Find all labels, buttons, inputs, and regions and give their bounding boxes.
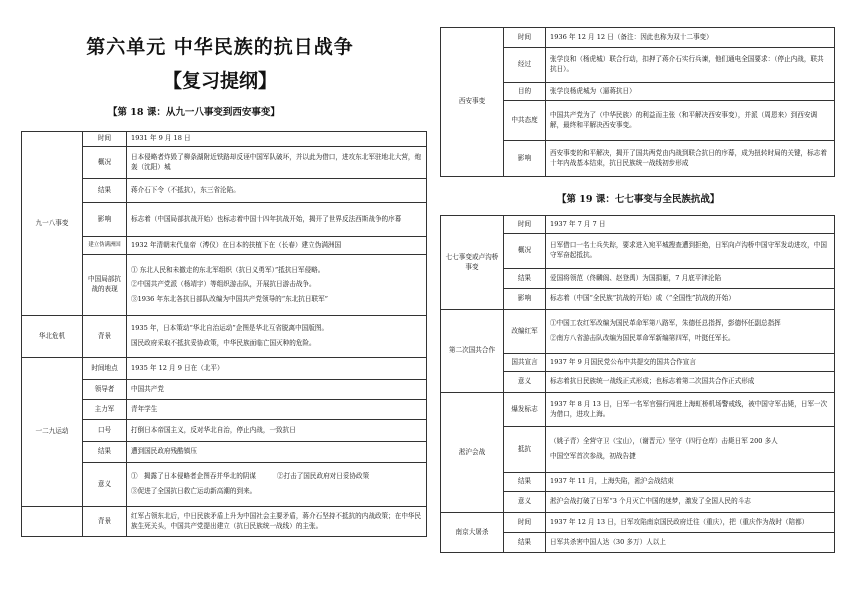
row-value [546, 427, 835, 473]
group-label: 南京大屠杀 [441, 513, 504, 553]
lesson18-heading: 【第 18 课：从九一八事变到西安事变】 [108, 107, 280, 118]
row-label: 时间 [83, 132, 127, 147]
row-label: 时间 [504, 28, 546, 48]
row-label: 国共宣言 [504, 354, 546, 372]
table-row [22, 179, 427, 203]
table-row [441, 513, 835, 533]
row-value: 1937 年 8 月 13 日，日军一名军官强行闯进上海虹桥机场警戒线，被中国守军击毙，日军一次为借口，进攻上海。 [546, 393, 835, 427]
row-label: 中国局部抗战的表现 [83, 255, 127, 316]
table-row [22, 420, 427, 442]
row-label: 影响 [83, 203, 127, 237]
group-label: 七七事变或卢沟桥事变 [441, 216, 504, 310]
table-row [22, 380, 427, 400]
row-label: 建立伪满洲国 [83, 237, 127, 255]
row-label: 结果 [83, 442, 127, 463]
row-value: 张学良杨虎城为（逼蒋抗日） [546, 83, 835, 101]
list-item: ①中国工农红军改编为国民革命军第八路军，朱德任总指挥，彭德怀任副总指挥 [550, 319, 781, 328]
row-value: 中国共产党 [127, 380, 427, 400]
row-label: 抵抗 [504, 427, 546, 473]
row-value: 1937 年 12 月 13 日，日军攻陷南京国民政府迁往（重庆），把（重庆作为战时（陪都） [546, 513, 835, 533]
table-row [22, 463, 427, 507]
list-item: ③1936 年东北各抗日部队改编为中国共产党领导的“东北抗日联军” [131, 294, 329, 303]
row-label: 背景 [83, 507, 127, 537]
row-label: 目的 [504, 83, 546, 101]
table-row [22, 132, 427, 147]
list-item: 1935 年，日本策动“华北自治运动”企图是华北互省脱离中国版图。 [131, 324, 329, 333]
row-value: 淞沪会战打破了日军“3 个月灭亡中国的迷梦，激发了全国人民的斗志 [546, 492, 835, 513]
table-row [22, 203, 427, 237]
table-row [441, 216, 835, 234]
row-label: 结果 [504, 533, 546, 553]
lesson19-heading: 【第 19 课：七七事变与全民族抗战】 [557, 194, 720, 205]
row-value [127, 255, 427, 316]
table-row [22, 255, 427, 316]
row-value: 爱国将领范（佟麟阁、赵登禹）为国捐躯，7 月底平津沦陷 [546, 269, 835, 289]
table-row [22, 442, 427, 463]
row-value: 蒋介石下令（不抵抗），东三省沦陷。 [127, 179, 427, 203]
list-item: ① 东北人民和未撤走的东北军组织（抗日义勇军）”抵抗日军侵略。 [131, 265, 325, 274]
list-item: ③促进了全国抗日救亡运动新高潮的到来。 [131, 487, 257, 495]
row-value: 1932 年清朝末代皇帝（溥仪）在日本的扶植下在（长春）建立伪满洲国 [127, 237, 427, 255]
row-value: 1937 年 9 月国民党公布中共提交的国共合作宣言 [546, 354, 835, 372]
row-label: 影响 [504, 289, 546, 310]
list-item: ②南方八省游击队改编为国民革命军新编第四军，叶挺任军长。 [550, 334, 735, 342]
row-value: 1937 年 7 月 7 日 [546, 216, 835, 234]
row-value: 1936 年 12 月 12 日（备注：因此也称为双十二事变） [546, 28, 835, 48]
group-label: 淞沪会战 [441, 393, 504, 513]
row-value: 张学良和（杨虎城）联合行动，扣押了蒋介石实行兵谏，他们通电全国要求：（停止内战，联共抗日）。 [546, 48, 835, 83]
row-value: 打倒日本帝国主义，反对华北自治，停止内战，一致抗日 [127, 420, 427, 442]
row-label: 改编红军 [504, 310, 546, 354]
lesson19-table [440, 215, 835, 553]
row-label: 口号 [83, 420, 127, 442]
row-label: 背景 [83, 316, 127, 358]
list-item: ②中国共产党派（杨靖宇）等组织游击队，开展抗日游击战争。 [131, 280, 316, 289]
lesson18-table [21, 131, 427, 537]
table-row [22, 358, 427, 380]
group-label: 一二九运动 [22, 358, 83, 507]
row-value: 标志着（中国局部抗战开始）也标志着中国十四年抗战开始，揭开了世界反法西斯战争的序幕 [127, 203, 427, 237]
row-label: 中共态度 [504, 101, 546, 141]
row-value: 红军占领东北后，中日民族矛盾上升为中国社会主要矛盾，蒋介石坚持不抵抗的内战政策；在中华民族生死关头，中国共产党提出建立（抗日民族统一战线）的主张。 [127, 507, 427, 537]
row-label: 意义 [504, 492, 546, 513]
list-item: 国民政府采取不抵抗妥协政策，中华民族面临亡国灭种的危险。 [131, 339, 316, 347]
row-value: 中国共产党为了（中华民族）的利益而主张（和平解决西安事变），并派（周恩来）到西安调解，最终和平解决西安事变。 [546, 101, 835, 141]
row-value: 1937 年 11 月，上海失陷，淞沪会战结束 [546, 473, 835, 492]
table-row [441, 310, 835, 354]
table-row [22, 507, 427, 537]
row-label: 主力军 [83, 400, 127, 420]
row-value [546, 310, 835, 354]
row-value: 标志着（中国“全民族”抗战的开始）或（“全国性”抗战的开始） [546, 289, 835, 310]
list-item: （姚子青）全营守卫（宝山），（谢晋元）坚守（四行仓库）击毙日军 200 多人 [550, 437, 778, 446]
row-label: 时间 [504, 513, 546, 533]
table-row [22, 147, 427, 179]
row-label: 时间 [504, 216, 546, 234]
row-label: 结果 [504, 473, 546, 492]
row-value: 日军共杀害中国人达（30 多万）人以上 [546, 533, 835, 553]
xian-incident-table [440, 27, 835, 177]
row-label: 时间地点 [83, 358, 127, 380]
row-value: 标志着抗日民族统一战线正式形成；也标志着第二次国共合作正式形成 [546, 372, 835, 393]
row-label: 结果 [504, 269, 546, 289]
row-label: 经过 [504, 48, 546, 83]
unit-title: 第六单元 中华民族的抗日战争 [86, 36, 354, 58]
row-value [127, 463, 427, 507]
group-label: 第二次国共合作 [441, 310, 504, 393]
row-value: 西安事变的和平解决，揭开了国共两党由内战到联合抗日的序幕，成为扭转时局的关键，标志着十年内战基本结束，抗日民族统一战线初步形成 [546, 141, 835, 177]
table-row [441, 28, 835, 48]
row-value: 日本侵略者炸毁了柳条湖附近铁路却反诬中国军队破坏，并以此为借口，进攻东北军驻地北大营，炮轰（沈阳）城 [127, 147, 427, 179]
row-label: 结果 [83, 179, 127, 203]
table-row [22, 316, 427, 358]
row-label: 领导者 [83, 380, 127, 400]
row-value: 日军借口一名士兵失踪，要求进入宛平城搜查遭到拒绝，日军向卢沟桥中国守军发动进攻，中国守军奋起抵抗。 [546, 234, 835, 269]
group-label: 华北危机 [22, 316, 83, 358]
table-row [441, 393, 835, 427]
row-label: 意义 [504, 372, 546, 393]
row-label: 概况 [83, 147, 127, 179]
row-value: 1931 年 9 月 18 日 [127, 132, 427, 147]
outline-title: 【复习提纲】 [162, 70, 277, 92]
list-item: ① 揭露了日本侵略者企图吞并华北的阴谋 ②打击了国民政府对日妥协政策 [131, 472, 370, 481]
row-label: 影响 [504, 141, 546, 177]
table-row [22, 400, 427, 420]
group-label: 西安事变 [441, 28, 504, 177]
row-value: 遭到国民政府残酷镇压 [127, 442, 427, 463]
row-value: 1935 年 12 月 9 日在（北平） [127, 358, 427, 380]
row-value: 青年学生 [127, 400, 427, 420]
table-row [22, 237, 427, 255]
row-value [127, 316, 427, 358]
row-label: 概况 [504, 234, 546, 269]
row-label: 爆发标志 [504, 393, 546, 427]
list-item: 中国空军首次参战，初战告捷 [550, 452, 636, 460]
group-label: 九一八事变 [22, 132, 83, 316]
row-label: 意义 [83, 463, 127, 507]
